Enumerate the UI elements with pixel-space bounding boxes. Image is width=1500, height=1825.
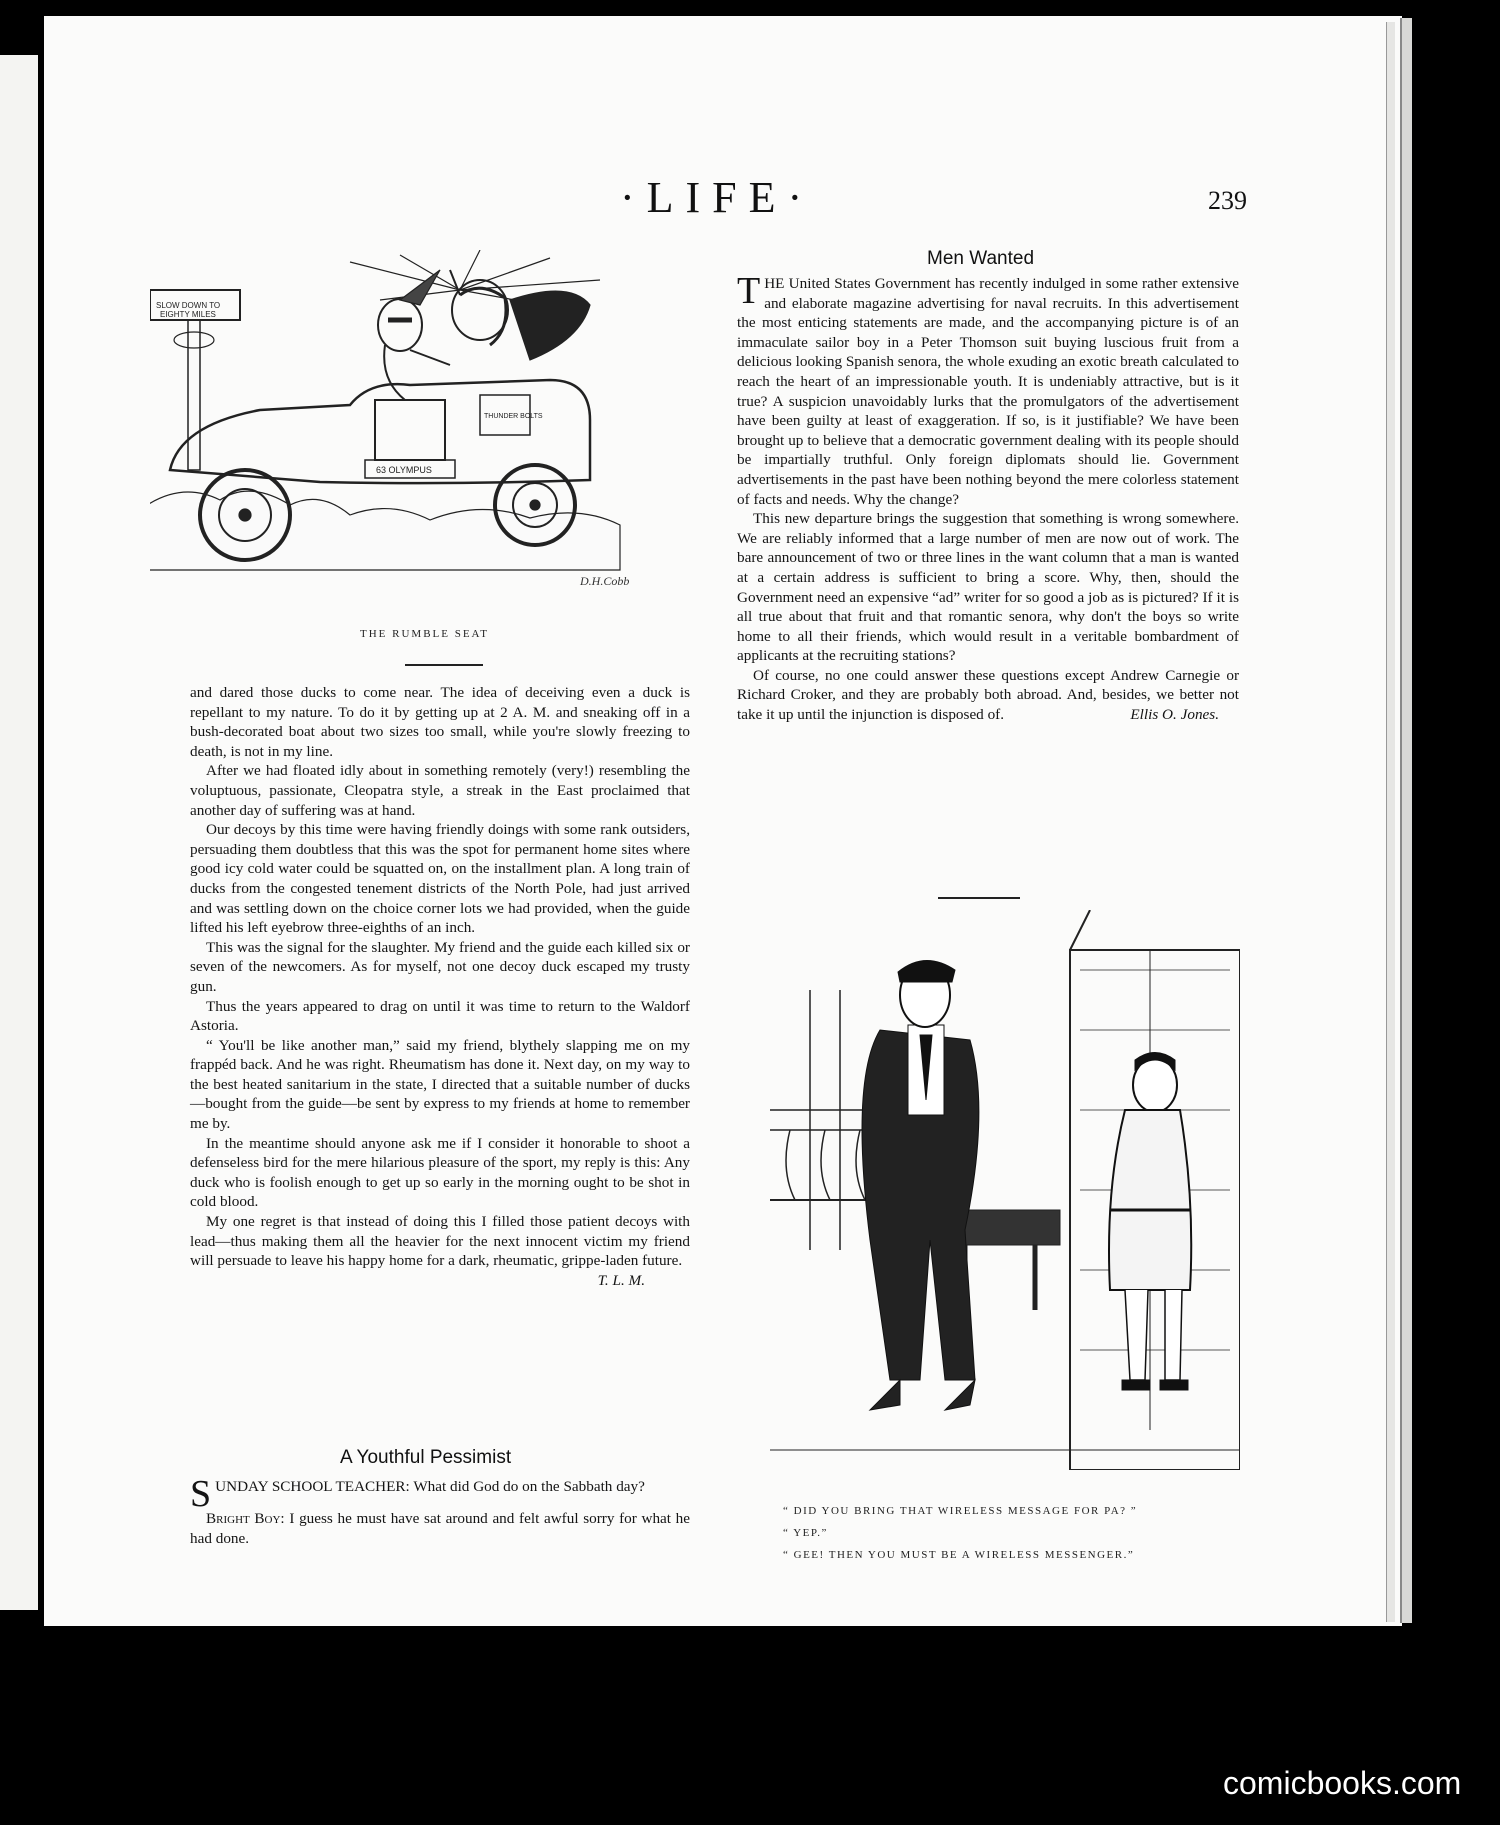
- story-paragraph: Our decoys by this time were having friendly doings with some rank outsiders, persuading them doubtless that this was the spot for permanent home sites where good icy cold water could be squatted on, on the installment plan. A long train of ducks from the congested tenement districts of the North Pole, had just arrived and was settling down on the choice corner lots we had provided, when the guide lifted his left eyebrow three-eighths of an inch.: [190, 821, 690, 937]
- rumble-seat-caption: THE RUMBLE SEAT: [360, 628, 489, 640]
- story-paragraph: and dared those ducks to come near. The idea of deceiving even a duck is repellant to my nature. To do it by getting up at 2 A. M. and sneaking off in a bush-decorated boat about two sizes too small, while you're slowly freezing to death, is not in my line.: [190, 684, 690, 760]
- story-paragraph: My one regret is that instead of doing this I filled those patient decoys with lead—thus making them all the heavier for the next innocent victim my friend will persuade to leave his happy home for a dark, rheumatic, grippe-laden future.: [190, 1213, 690, 1270]
- caption-line: “ GEE! THEN YOU MUST BE A WIRELESS MESSENGER.”: [783, 1549, 1135, 1561]
- pessimist-joke: [190, 1473, 691, 1548]
- story-paragraph: Thus the years appeared to drag on until it was time to return to the Waldorf Astoria.: [190, 997, 690, 1035]
- section-divider: [938, 897, 1020, 899]
- boy-line: I guess he must have sat around and felt awful sorry for what he had done.: [190, 1510, 691, 1547]
- caption-line: “ YEP.”: [783, 1527, 828, 1539]
- boy-label: Bright Boy:: [206, 1510, 285, 1527]
- watermark: comicbooks.com: [1223, 1765, 1462, 1801]
- door-text: THUNDER BOLTS: [484, 413, 543, 420]
- artist-signature: D.H.Cobb: [580, 574, 630, 588]
- sign-text: SLOW DOWN TO: [156, 301, 221, 310]
- men-wanted-article: [737, 270, 1239, 725]
- caption-line: “ DID YOU BRING THAT WIRELESS MESSAGE FOR PA? ”: [783, 1505, 1138, 1517]
- wireless-messenger-illustration: [770, 910, 1240, 1470]
- article-paragraph: Of course, no one could answer these questions except Andrew Carnegie or Richard Croker, and they are probably both abroad. And, besides, we better not take it up until the injunction is disposed of. Ellis O. Jones.: [737, 666, 1239, 724]
- page-edge-stack: [1386, 22, 1395, 1622]
- sign-text-2: EIGHTY MILES: [160, 310, 216, 319]
- drop-cap: S: [190, 1473, 212, 1515]
- men-wanted-title: Men Wanted: [927, 248, 1035, 269]
- story-paragraph: This was the signal for the slaughter. My friend and the guide each killed six or seven of the newcomers. As for myself, not one decoy duck escaped my trusty gun.: [190, 938, 690, 995]
- story-paragraph: In the meantime should anyone ask me if I consider it honorable to shoot a defenseless bird for the mere hilarious pleasure of the sport, my reply is this: Any duck who is foolish enough to get up so early in the morning ought to be shot in cold blood.: [190, 1134, 690, 1211]
- pessimist-title: A Youthful Pessimist: [340, 1447, 512, 1468]
- story-paragraph: After we had floated idly about in something remotely (very!) resembling the voluptuous, passionate, Cleopatra style, a streak in the East proclaimed that another day of suffering was at hand.: [190, 762, 690, 819]
- article-paragraph: HE United States Government has recently indulged in some rather extensive and elaborate magazine advertising for naval recruits. In this advertisement the most enticing statements are made, and the accompanying picture is of an immaculate sailor boy in a Peter Thomson suit buying luscious fruit from a delicious looking Spanish senora, the whole exuding an exotic breath calculated to reach the heart of an impressionable youth. It is undeniably attractive, but is it true? A suspicion unavoidably lurks that the promulgators of the advertisement have been guilty at least of exaggeration. If so, is it justifiable? We have been brought up to believe that a democratic government dealing with its people should be impartially truthful. Only foreign diplomats should lie. Government advertisements in the past have been nothing beyond the mere colorless statement of facts and needs. Why the change?: [737, 275, 1239, 508]
- facing-page-edge: [0, 55, 38, 1610]
- article-paragraph: This new departure brings the suggestion that something is wrong somewhere. We are reliably informed that a large number of men are now out of work. The bare announcement of two or three lines in the want column that a man is wanted at a certain address is sufficient to bring a score. Why, then, should the Government need an expensive “ad” writer for so good a job as is pictured? If it is all true about that fruit and that romantic senora, why don't the boys so write home to all their friends, which would result in a veritable bombardment of applicants at the recruiting stations?: [737, 510, 1239, 665]
- article-byline: Ellis O. Jones.: [1130, 706, 1219, 724]
- plate-text: 63 OLYMPUS: [376, 465, 432, 475]
- drop-cap: T: [737, 270, 761, 312]
- teacher-line: What did God do on the Sabbath day?: [413, 1478, 645, 1495]
- teacher-label: UNDAY SCHOOL TEACHER:: [215, 1478, 410, 1495]
- story-signature: T. L. M.: [597, 1271, 645, 1289]
- rumble-seat-illustration: [150, 250, 710, 620]
- story-paragraph: “ You'll be like another man,” said my friend, blythely slapping me on my frappéd back. And he was right. Rheumatism has done it. Next day, on my way to the best heated sanitarium in the state, I directed that a suitable number of ducks—bought from the guide—be sent by express to my friends at home to remember me by.: [190, 1036, 690, 1133]
- section-divider: [405, 664, 483, 666]
- duck-story: [190, 683, 690, 1290]
- page-number: 239: [1208, 186, 1247, 215]
- masthead: ·LIFE·: [620, 173, 815, 222]
- wireless-caption: [783, 1500, 1243, 1566]
- page-edge-stack-outer: [1400, 18, 1412, 1623]
